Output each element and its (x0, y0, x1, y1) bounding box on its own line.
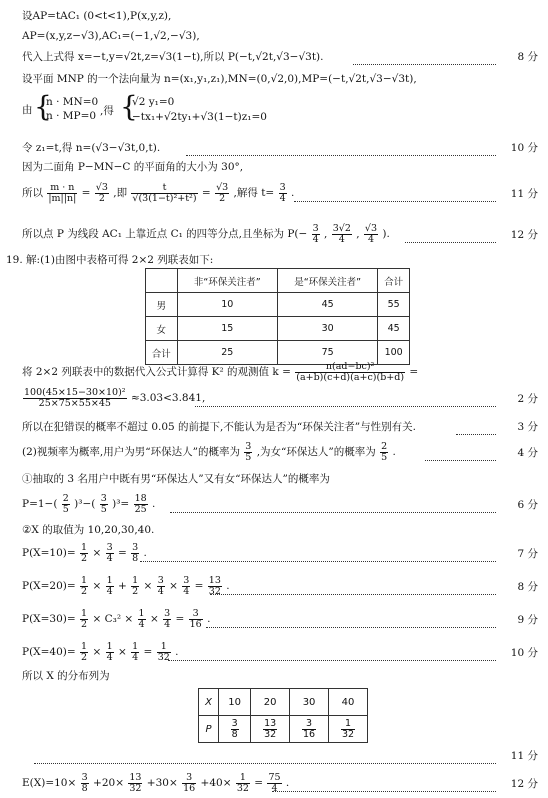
p-value (251, 716, 290, 743)
text: ,即 (113, 187, 128, 199)
row-header: 男 (146, 293, 178, 317)
numerator: 1 (341, 719, 355, 730)
text: ). (382, 228, 390, 240)
x-value: 40 (329, 689, 368, 716)
line-5-label: 由 (22, 104, 33, 116)
fraction (380, 442, 388, 463)
text: × (149, 613, 159, 625)
numerator: 75 (268, 771, 281, 783)
fraction (131, 183, 197, 204)
text: × (143, 580, 153, 592)
table-cell: 45 (277, 293, 377, 317)
numerator: 2 (62, 492, 69, 504)
line-4: 设平面 MNP 的一个法向量为 n=(x₁,y₁,z₁),MN=(0,√2,0),MP=(−t,√2t,√3−√3t), (22, 73, 417, 85)
numerator: 1 (132, 574, 139, 586)
denominator: 32 (264, 728, 277, 740)
fraction (80, 642, 88, 663)
column-header (146, 269, 178, 293)
denominator: 4 (312, 233, 319, 245)
text: E(X)=10× (22, 777, 77, 789)
text: 将 2×2 列联表中的数据代入公式计算得 K² 的观测值 k = (22, 366, 291, 378)
text: , (324, 228, 328, 240)
denominator: 32 (129, 782, 142, 794)
score: 6 分 (517, 499, 538, 511)
denominator: 25×75×55×45 (38, 397, 111, 409)
column-header: 非“环保关注者” (177, 269, 277, 293)
table-cell: 15 (177, 317, 277, 341)
fraction (138, 609, 146, 630)
fraction (131, 543, 139, 564)
denominator: 4 (157, 585, 164, 597)
text: +30× (146, 777, 178, 789)
line-22: 所以 X 的分布列为 (22, 670, 110, 682)
numerator: 1 (81, 640, 88, 652)
denominator: 8 (231, 728, 238, 740)
denominator: 25 (134, 503, 147, 515)
numerator: 1 (81, 541, 88, 553)
p-label: P (199, 716, 219, 743)
denominator: 16 (303, 728, 316, 740)
row-header: 女 (146, 317, 178, 341)
text: = (194, 580, 204, 592)
fraction (182, 576, 190, 597)
eq-n-mn: n · MN=0 (46, 96, 99, 108)
p-value (219, 716, 251, 743)
denominator: 2 (98, 192, 105, 204)
line-15: ①抽取的 3 名用户中既有男“环保达人”又有女“环保达人”的概率为 (22, 473, 330, 485)
numerator: √3 (364, 222, 378, 234)
score: 4 分 (517, 447, 538, 459)
text: ≈3.03<3.841, (130, 392, 206, 404)
fraction (364, 224, 378, 245)
left-brace: { (34, 90, 52, 123)
text: × (92, 646, 102, 658)
text: × (117, 646, 127, 658)
score: 8 分 (517, 581, 538, 593)
line-2: AP=(x,y,z−√3),AC₁=(−1,√2,−√3), (22, 30, 200, 42)
fraction (47, 183, 77, 204)
eq-n-mp: n · MP=0 (46, 110, 97, 122)
text: . (285, 777, 290, 789)
x-value: 30 (290, 689, 329, 716)
denominator: 2 (219, 192, 226, 204)
dot-leader (34, 749, 496, 764)
text: +20× (93, 777, 124, 789)
dot-leader (210, 580, 496, 595)
denominator: 4 (183, 585, 190, 597)
dot-leader (206, 613, 496, 628)
numerator: 3 (231, 717, 238, 729)
table-header-row (146, 269, 410, 293)
denominator: |m||n| (48, 192, 77, 204)
text: . (207, 613, 211, 625)
score: 2 分 (517, 393, 538, 405)
text: P(X=30)= (22, 613, 76, 625)
denominator: 2 (81, 585, 88, 597)
dot-leader (186, 141, 496, 156)
fraction (163, 609, 171, 630)
text: + (117, 580, 127, 592)
table-cell: 10 (177, 293, 277, 317)
fraction (231, 719, 239, 740)
denominator: 32 (341, 728, 355, 740)
numerator: 100(45×15−30×10)² (24, 386, 126, 398)
numerator: 3 (312, 222, 319, 234)
denominator: 2 (81, 552, 88, 564)
text: × (92, 547, 102, 559)
denominator: 32 (208, 585, 221, 597)
x-value: 20 (251, 689, 290, 716)
table-row (146, 317, 410, 341)
eq-general: −tx₁+√2ty₁+√3(1−t)z₁=0 (132, 111, 267, 123)
table-cell: 55 (378, 293, 410, 317)
numerator: 1 (81, 574, 88, 586)
column-header: 合计 (378, 269, 410, 293)
eq-y1: √2 y₁=0 (132, 96, 175, 108)
denominator: 5 (100, 503, 107, 515)
fraction (62, 494, 70, 515)
numerator: 13 (264, 717, 277, 729)
text: P=1−( (22, 498, 58, 510)
fraction (236, 773, 250, 794)
denominator: 16 (189, 618, 202, 630)
distribution-table (198, 688, 368, 743)
fraction (182, 773, 196, 794)
numerator: 1 (138, 607, 145, 619)
table-cell: 75 (277, 341, 377, 365)
numerator: 3 (100, 492, 107, 504)
denominator: 32 (236, 782, 249, 794)
fraction (106, 543, 114, 564)
numerator: 1 (132, 640, 139, 652)
score: 10 分 (510, 647, 538, 659)
text: )³= (112, 498, 130, 510)
denominator: 4 (164, 618, 171, 630)
score: 11 分 (510, 750, 538, 762)
text: . (152, 498, 156, 510)
dot-leader (425, 446, 496, 461)
line-7: 因为二面角 P−MN−C 的平面角的大小为 30°, (22, 161, 244, 173)
denominator: 4 (367, 233, 374, 245)
score: 3 分 (517, 421, 538, 433)
then-label: ,得 (100, 105, 114, 117)
table-cell: 30 (277, 317, 377, 341)
dot-leader (168, 646, 496, 661)
denominator: 4 (271, 782, 278, 794)
denominator: 4 (106, 585, 113, 597)
denominator: 8 (81, 782, 88, 794)
fraction (80, 609, 88, 630)
numerator: 3 (302, 719, 316, 730)
line-6-text: 令 z₁=t,得 n=(√3−√3t,0,t). (22, 142, 161, 154)
line-11 (22, 360, 538, 384)
text: . (392, 446, 396, 458)
fraction (295, 362, 405, 383)
numerator: 1 (157, 642, 171, 653)
text: = (254, 777, 264, 789)
numerator: 1 (106, 640, 113, 652)
text: 所以 (22, 187, 43, 199)
numerator: 3 (81, 771, 88, 783)
contingency-table (145, 268, 410, 365)
denominator: 8 (132, 552, 139, 564)
text: ,为女“环保达人”的概率为 (256, 446, 376, 458)
numerator: 3 (164, 607, 171, 619)
denominator: (a+b)(c+d)(a+c)(b+d) (296, 371, 405, 383)
fraction (157, 576, 165, 597)
fraction (134, 494, 148, 515)
table-cell: 100 (378, 341, 410, 365)
score: 12 分 (510, 229, 538, 241)
numerator: √3 (216, 181, 229, 193)
table-row (146, 293, 410, 317)
numerator: 1 (106, 574, 113, 586)
numerator: 3 (132, 541, 139, 553)
text: . (175, 646, 179, 658)
fraction (131, 576, 139, 597)
p-value (290, 716, 329, 743)
numerator: 13 (129, 771, 142, 783)
numerator: 18 (134, 492, 147, 504)
numerator: t (131, 183, 197, 194)
numerator: 3√2 (332, 222, 351, 234)
dot-leader (170, 498, 496, 513)
numerator: 3 (182, 773, 196, 784)
denominator: 32 (157, 651, 170, 663)
text: ,解得 t= (233, 187, 275, 199)
table-cell: 25 (177, 341, 277, 365)
fraction (215, 183, 229, 204)
text: = (117, 547, 127, 559)
denominator: 2 (81, 618, 88, 630)
dot-leader (272, 777, 496, 792)
row-header: 合计 (146, 341, 178, 365)
numerator: 3 (245, 440, 252, 452)
score: 8 分 (517, 51, 538, 63)
numerator: n(ad−bc)² (295, 362, 405, 373)
fraction (106, 576, 114, 597)
denominator: 2 (81, 651, 88, 663)
text: = (201, 187, 211, 199)
x-row (199, 689, 368, 716)
numerator: 3 (279, 181, 286, 193)
text: = (143, 646, 153, 658)
text: P(X=40)= (22, 646, 76, 658)
text: , (356, 228, 360, 240)
fraction (263, 719, 277, 740)
denominator: 4 (338, 233, 345, 245)
denominator: 4 (106, 552, 113, 564)
text: × (169, 580, 178, 592)
fraction (81, 773, 89, 794)
dot-leader (140, 547, 496, 562)
score: 12 分 (510, 778, 538, 790)
dot-leader (195, 392, 496, 407)
text: P(X=10)= (22, 547, 76, 559)
text: × (92, 613, 102, 625)
fraction (341, 719, 355, 740)
text: . (226, 580, 230, 592)
dot-leader (456, 420, 496, 435)
line-17: ②X 的取值为 10,20,30,40. (22, 524, 155, 536)
score: 10 分 (510, 142, 538, 154)
column-header: 是“环保关注者” (277, 269, 377, 293)
score: 9 分 (517, 614, 538, 626)
numerator: 1 (81, 607, 88, 619)
dot-leader (405, 228, 496, 243)
numerator: 1 (236, 773, 250, 784)
fraction (100, 494, 108, 515)
denominator: √(3(1−t)²+t²) (132, 192, 197, 204)
fraction (302, 719, 316, 740)
denominator: 5 (245, 451, 252, 463)
denominator: 4 (106, 651, 113, 663)
denominator: 5 (62, 503, 69, 515)
text: = (175, 613, 185, 625)
q19-heading: 19. 解:(1)由图中表格可得 2×2 列联表如下: (6, 254, 214, 266)
fraction (189, 609, 203, 630)
fraction (312, 224, 320, 245)
text: × (92, 580, 102, 592)
denominator: 4 (279, 192, 286, 204)
score: 7 分 (517, 548, 538, 560)
dot-leader (353, 50, 496, 65)
x-label: X (199, 689, 219, 716)
text: )³−( (74, 498, 96, 510)
numerator: 2 (381, 440, 388, 452)
fraction (244, 442, 252, 463)
fraction (80, 576, 88, 597)
p-row (199, 716, 368, 743)
line-1: 设AP=tAC₁ (0<t<1),P(x,y,z), (22, 10, 172, 22)
denominator: 4 (132, 651, 139, 663)
denominator: 4 (138, 618, 145, 630)
dot-leader (294, 187, 496, 202)
fraction (332, 224, 352, 245)
fraction (279, 183, 287, 204)
denominator: 5 (381, 451, 388, 463)
fraction (95, 183, 109, 204)
text: P(X=20)= (22, 580, 76, 592)
fraction (128, 773, 142, 794)
text: = (81, 187, 91, 199)
line-13-text: 所以在犯错误的概率不超过 0.05 的前提下,不能认为是否为“环保关注者”与性别有关. (22, 421, 416, 433)
table-cell: 45 (378, 317, 410, 341)
text: 所以点 P 为线段 AC₁ 上靠近点 C₁ 的四等分点,且坐标为 P(− (22, 228, 308, 240)
line-3-text: 代入上式得 x=−t,y=√2t,z=√3(1−t),所以 P(−t,√2t,√3−√3t). (22, 51, 324, 63)
text: +40× (200, 777, 232, 789)
denominator: 16 (183, 782, 196, 794)
text: × (124, 613, 134, 625)
text: (2)视频率为概率,用户为男“环保达人”的概率为 (22, 446, 240, 458)
fraction (80, 543, 88, 564)
numerator: 3 (189, 609, 203, 620)
denominator: 2 (132, 585, 139, 597)
numerator: 3 (106, 541, 113, 553)
fraction (23, 388, 127, 409)
text: . (290, 187, 295, 199)
x-value: 10 (219, 689, 251, 716)
text: = (409, 366, 419, 378)
text: . (143, 547, 147, 559)
fraction (106, 642, 114, 663)
text: C₃² (104, 613, 122, 625)
p-value (329, 716, 368, 743)
numerator: 3 (157, 574, 164, 586)
fraction (131, 642, 139, 663)
numerator: m · n (47, 183, 77, 194)
left-brace-2: { (120, 90, 138, 123)
numerator: 13 (208, 574, 221, 586)
numerator: 3 (183, 574, 190, 586)
score: 11 分 (510, 188, 538, 200)
numerator: √3 (95, 181, 108, 193)
